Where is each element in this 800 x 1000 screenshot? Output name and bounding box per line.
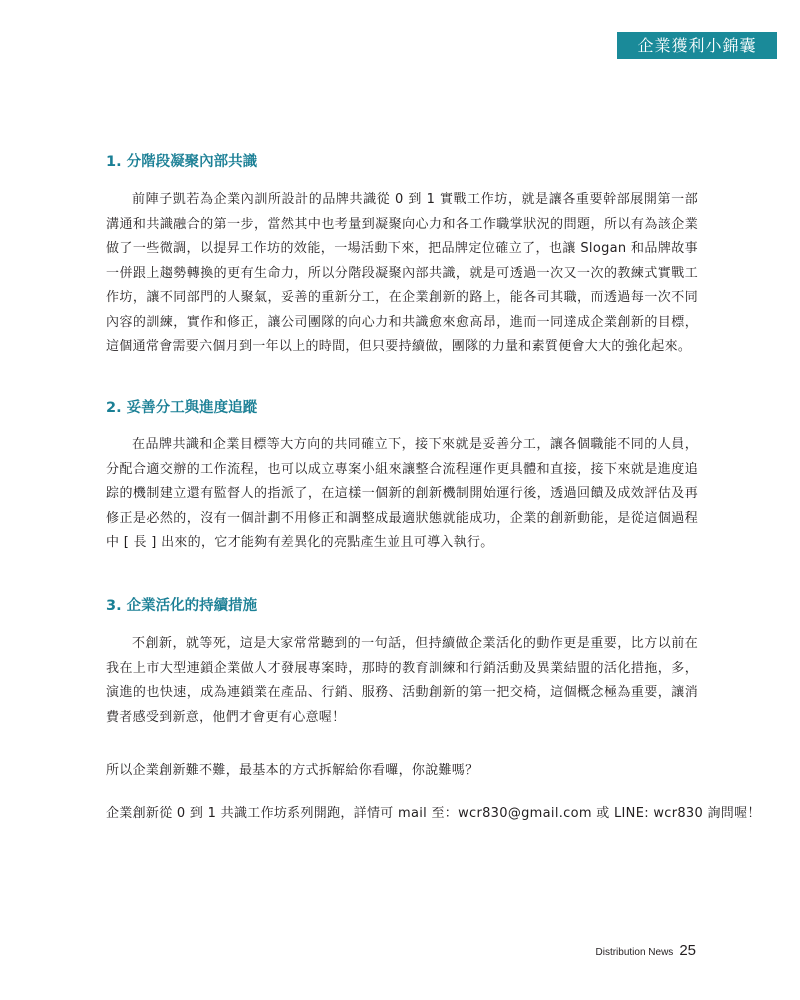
section-3-body: 不創新，就等死，這是大家常常聽到的一句話，但持續做企業活化的動作更是重要，比方以前在我在上市大型連鎖企業做人才發展專案時，那時的教育訓練和行銷活動及異業結盟的活化措拖，多，演進的也快速，成為連鎖業在產品、行銷、服務、活動創新的第一把交椅，這個概念極為重要，讓消費者感受到新意，他們才會更有心意喔！ [106, 636, 698, 725]
section-2-title: 2. 妥善分工與進度追蹤 [106, 400, 258, 416]
closing-contact: 企業創新從 0 到 1 共識工作坊系列開跑，詳情可 mail 至：wcr830@gmail.com 或 LINE: wcr830 詢問喔！ [106, 806, 761, 821]
section-1-body: 前陣子凱若為企業內訓所設計的品牌共識從 0 到 1 實戰工作坊，就是讓各重要幹部展開第一部溝通和共識融合的第一步，當然其中也考量到凝聚向心力和各工作職掌狀況的問題，所以有為該企業做了一些微調，以提昇工作坊的效能，一場活動下來，把品牌定位確立了，也讓 Slogan 和品牌故事一併跟上趨勢轉換的更有生命力，所以分階段凝聚內部共識，就是可透過一次又一次的教練式實戰工作坊，讓不同部門的人聚氣，妥善的重新分工，在企業創新的路上，能各司其職，而透過每一次不同內容的訓練，實作和修正，讓公司團隊的向心力和共識愈來愈高昂，進而一同達成企業創新的目標，這個通常會需要六個月到一年以上的時間，但只要持續做，團隊的力量和素質便會大大的強化起來。 [106, 192, 698, 354]
section-3-title: 3. 企業活化的持續措施 [106, 598, 258, 614]
section-2-body: 在品牌共識和企業目標等大方向的共同確立下，接下來就是妥善分工，讓各個職能不同的人員，分配合適交辦的工作流程，也可以成立專案小組來讓整合流程運作更具體和直接，接下來就是進度追踪的機制建立還有監督人的指派了，在這樣一個新的創新機制開始運行後，透過回饋及成效評估及再修正是必然的，沒有一個計劃不用修正和調整成最適狀態就能成功，企業的創新動能，是從這個過程中 [ 長 ] 出來的，它才能夠有差異化的亮點產生並且可導入執行。 [106, 437, 698, 550]
column-badge: 企業獲利小錦囊 [617, 32, 777, 59]
publication-name: Distribution News [595, 947, 674, 958]
page-number: 25 [679, 942, 696, 959]
section-1-title: 1. 分階段凝聚內部共識 [106, 154, 258, 170]
closing-question: 所以企業創新難不難，最基本的方式拆解給你看囉，你說難嗎？ [106, 763, 479, 778]
page-footer [596, 942, 697, 959]
